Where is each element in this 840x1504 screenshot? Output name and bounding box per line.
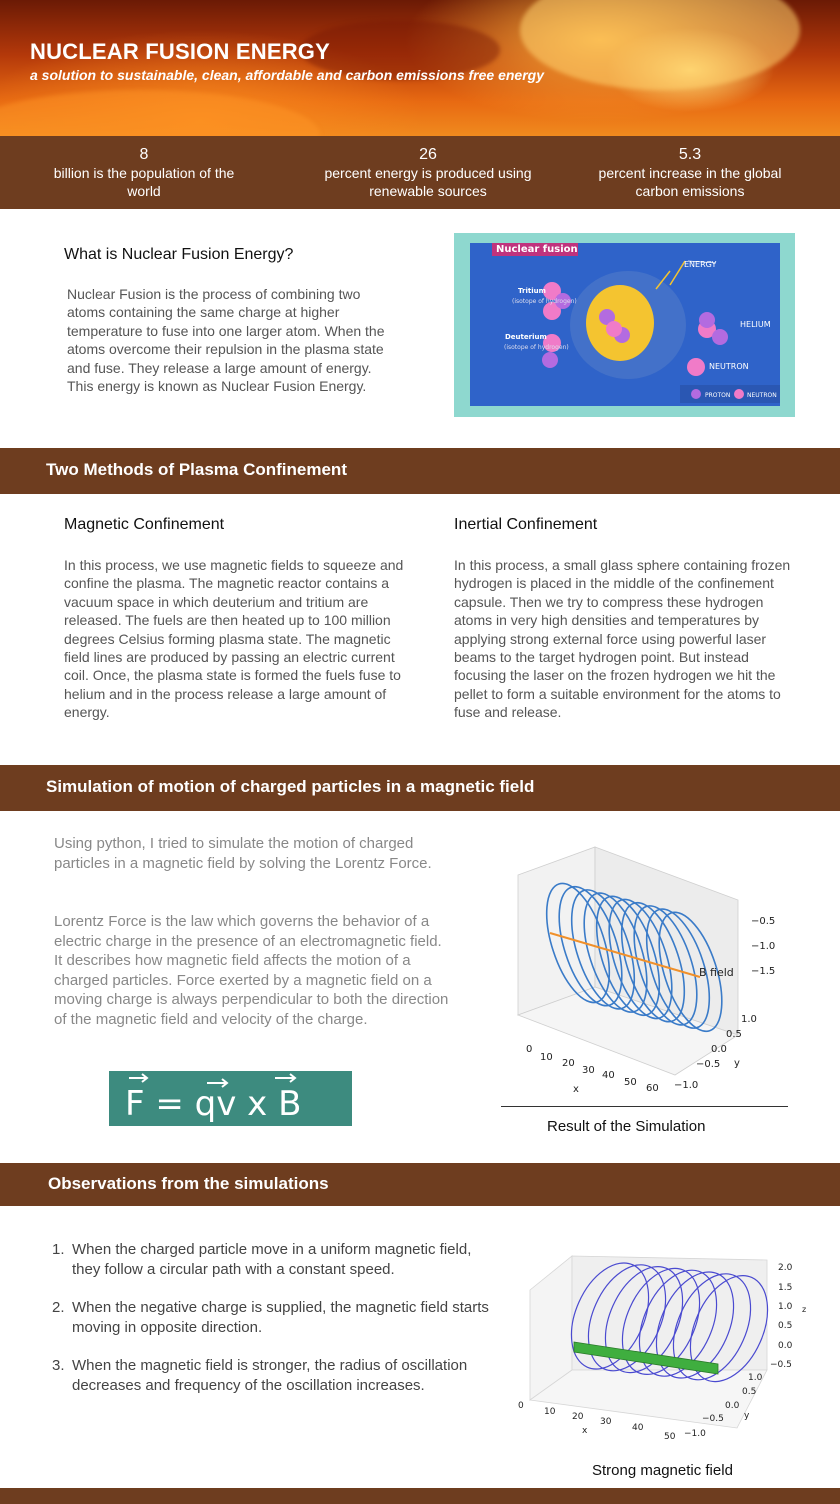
y-tick-label: 0.5 bbox=[726, 1029, 742, 1040]
label-tritium-note: (isotope of hydrogen) bbox=[512, 298, 577, 305]
x-axis-label: x bbox=[573, 1084, 579, 1095]
formula-text: F = qv x B bbox=[125, 1084, 302, 1124]
diagram-title: Nuclear fusion bbox=[496, 244, 578, 255]
helium-particle-icon bbox=[699, 312, 715, 328]
simulation-plot bbox=[500, 845, 800, 1100]
what-heading: What is Nuclear Fusion Energy? bbox=[64, 246, 294, 263]
legend-proton: PROTON bbox=[705, 392, 731, 399]
z-tick-label: 1.0 bbox=[778, 1302, 793, 1312]
simulation-caption: Result of the Simulation bbox=[547, 1118, 706, 1135]
x-tick-label: 10 bbox=[540, 1052, 553, 1063]
stat-text: billion is the population of the world bbox=[53, 165, 235, 199]
fusion-diagram bbox=[454, 233, 795, 417]
label-energy: ENERGY bbox=[684, 260, 717, 269]
list-item: 3. When the magnetic field is stronger, the radius of oscillation decreases and frequency of the oscillation increases. bbox=[52, 1357, 468, 1394]
what-body: Nuclear Fusion is the process of combining two atoms containing the same charge at higher temperature to fuse into one larger atom. When the atoms overcome their repulsion in the plasma state and fuse. They release a large amount of energy. This energy is known as Nuclear Fusion Energy. bbox=[67, 286, 385, 395]
y-tick-label: −0.5 bbox=[696, 1059, 721, 1070]
plot-grid-box bbox=[518, 847, 738, 1075]
y-axis-label: y bbox=[744, 1411, 750, 1421]
methods-bar bbox=[0, 448, 840, 494]
x-tick-label: 0 bbox=[518, 1401, 524, 1411]
x-axis-label: x bbox=[582, 1426, 588, 1436]
y-tick-label: 0.0 bbox=[711, 1044, 727, 1055]
lorentz-formula bbox=[109, 1071, 352, 1126]
list-item: 1. When the charged particle move in a uniform magnetic field, they follow a circular path with a constant speed. bbox=[52, 1241, 472, 1278]
x-tick-label: 20 bbox=[572, 1412, 584, 1422]
formula-svg bbox=[109, 1071, 352, 1126]
legend-neutron: NEUTRON bbox=[747, 392, 777, 399]
z-tick-label: −0.5 bbox=[770, 1360, 792, 1370]
observations-list bbox=[52, 1240, 492, 1415]
neutron-particle-icon bbox=[606, 321, 622, 337]
x-tick-label: 10 bbox=[544, 1407, 556, 1417]
x-tick-label: 20 bbox=[562, 1058, 575, 1069]
sun-flare-decoration bbox=[0, 90, 320, 136]
footer-bar bbox=[0, 1488, 840, 1504]
observation-text: When the negative charge is supplied, the magnetic field starts moving in opposite direction. bbox=[72, 1299, 489, 1336]
stat-value: 26 bbox=[419, 146, 437, 163]
x-tick-label: 40 bbox=[602, 1070, 615, 1081]
strong-field-caption: Strong magnetic field bbox=[592, 1462, 733, 1479]
z-tick-label: 0.5 bbox=[778, 1321, 793, 1331]
page-subtitle: a solution to sustainable, clean, affordable and carbon emissions free energy bbox=[30, 67, 544, 83]
observations-bar-title: Observations from the simulations bbox=[48, 1174, 329, 1193]
neutron-particle-icon bbox=[687, 358, 705, 376]
energy-ray bbox=[670, 261, 685, 285]
stat-emissions bbox=[596, 145, 784, 200]
y-tick-label: 1.0 bbox=[748, 1373, 763, 1383]
stat-value: 8 bbox=[139, 146, 149, 163]
page-title: NUCLEAR FUSION ENERGY bbox=[30, 39, 330, 64]
stat-text: percent increase in the global carbon emissions bbox=[598, 165, 782, 199]
observation-text: When the magnetic field is stronger, the radius of oscillation decreases and frequency of the oscillation increases. bbox=[72, 1357, 468, 1394]
simulation-bar-title: Simulation of motion of charged particles in a magnetic field bbox=[46, 777, 535, 796]
vector-arrow-icon bbox=[129, 1074, 147, 1082]
y-tick-label: 0.5 bbox=[742, 1387, 757, 1397]
label-neutron: NEUTRON bbox=[709, 362, 749, 371]
x-tick-label: 0 bbox=[526, 1044, 533, 1055]
z-tick-label: −0.5 bbox=[751, 916, 776, 927]
fusion-diagram-panel bbox=[470, 243, 780, 406]
y-tick-label: 1.0 bbox=[741, 1014, 757, 1025]
proton-particle-icon bbox=[542, 352, 558, 368]
strong-field-plot bbox=[512, 1250, 822, 1450]
stats-bar bbox=[0, 136, 840, 209]
fusion-diagram-svg bbox=[470, 243, 780, 406]
legend-neutron-icon bbox=[734, 389, 744, 399]
caption-divider bbox=[501, 1106, 788, 1107]
z-tick-label: −1.5 bbox=[751, 966, 776, 977]
hero-banner bbox=[0, 0, 840, 136]
z-tick-label: 0.0 bbox=[778, 1341, 793, 1351]
magnetic-heading: Magnetic Confinement bbox=[64, 516, 225, 533]
inertial-heading: Inertial Confinement bbox=[454, 516, 598, 533]
stat-text: percent energy is produced using renewable sources bbox=[324, 165, 532, 199]
x-tick-label: 30 bbox=[582, 1065, 595, 1076]
y-tick-label: −1.0 bbox=[684, 1429, 706, 1439]
helium-particle-icon bbox=[712, 329, 728, 345]
label-deuterium-note: (isotope of hydrogen) bbox=[504, 344, 569, 351]
vector-arrow-icon bbox=[275, 1074, 295, 1082]
x-tick-label: 40 bbox=[632, 1423, 644, 1433]
label-helium: HELIUM bbox=[740, 320, 771, 329]
sun-flare-decoration bbox=[520, 0, 800, 90]
z-tick-label: 2.0 bbox=[778, 1263, 793, 1273]
simulation-bar bbox=[0, 765, 840, 811]
observation-text: When the charged particle move in a uniform magnetic field, they follow a circular path with a constant speed. bbox=[72, 1241, 472, 1278]
magnetic-body: In this process, we use magnetic fields to squeeze and confine the plasma. The magnetic reactor contains a vacuum space in which deuterium and tritium are released. The fuels are then heated up to 100 million degrees Celsius forming plasma state. The magnetic field lines are produced by passing an electric current coil. Once, the plasma state is formed the fuels fuse to helium and in the process release a large amount of energy. bbox=[64, 557, 404, 721]
z-axis-label: z bbox=[802, 1305, 807, 1314]
x-tick-label: 50 bbox=[624, 1077, 637, 1088]
stat-population bbox=[44, 145, 244, 200]
fusion-core-icon bbox=[586, 285, 654, 361]
y-tick-label: −0.5 bbox=[702, 1414, 724, 1424]
observations-bar bbox=[0, 1163, 840, 1206]
stat-value: 5.3 bbox=[678, 146, 702, 163]
lorentz-description: Lorentz Force is the law which governs the behavior of a electric charge in the presence of an electromagnetic field. It describes how magnetic field affects the motion of a charged particles. Force exerted by a magnetic field on a moving charge is always perpendicular to both the direction of the magnetic field and velocity of the charge. bbox=[54, 913, 449, 1028]
x-tick-label: 60 bbox=[646, 1083, 659, 1094]
label-tritium: Tritium bbox=[518, 287, 546, 295]
y-axis-label: y bbox=[734, 1058, 740, 1069]
z-tick-label: 1.5 bbox=[778, 1283, 793, 1293]
methods-bar-title: Two Methods of Plasma Confinement bbox=[46, 460, 347, 479]
z-tick-label: −1.0 bbox=[751, 941, 776, 952]
inertial-body: In this process, a small glass sphere containing frozen hydrogen is placed in the middle of the confinement capsule. Then we try to compress these hydrogen atoms in very high densities and temperatures by applying strong external force using powerful laser beams to the target hydrogen point. But instead focusing the laser on the frozen hydrogen we hit the pellet to form a suitable environment for the atoms to fuse and release. bbox=[454, 557, 791, 721]
list-item: 2. When the negative charge is supplied, the magnetic field starts moving in opposite direction. bbox=[52, 1299, 489, 1336]
label-deuterium: Deuterium bbox=[505, 333, 547, 341]
stat-renewable bbox=[303, 145, 553, 200]
legend-proton-icon bbox=[691, 389, 701, 399]
x-tick-label: 30 bbox=[600, 1417, 612, 1427]
x-tick-label: 50 bbox=[664, 1432, 676, 1442]
simulation-intro: Using python, I tried to simulate the motion of charged particles in a magnetic field by solving the Lorentz Force. bbox=[54, 835, 432, 872]
b-field-label: B field bbox=[699, 966, 734, 979]
y-tick-label: −1.0 bbox=[674, 1080, 699, 1091]
y-tick-label: 0.0 bbox=[725, 1401, 740, 1411]
